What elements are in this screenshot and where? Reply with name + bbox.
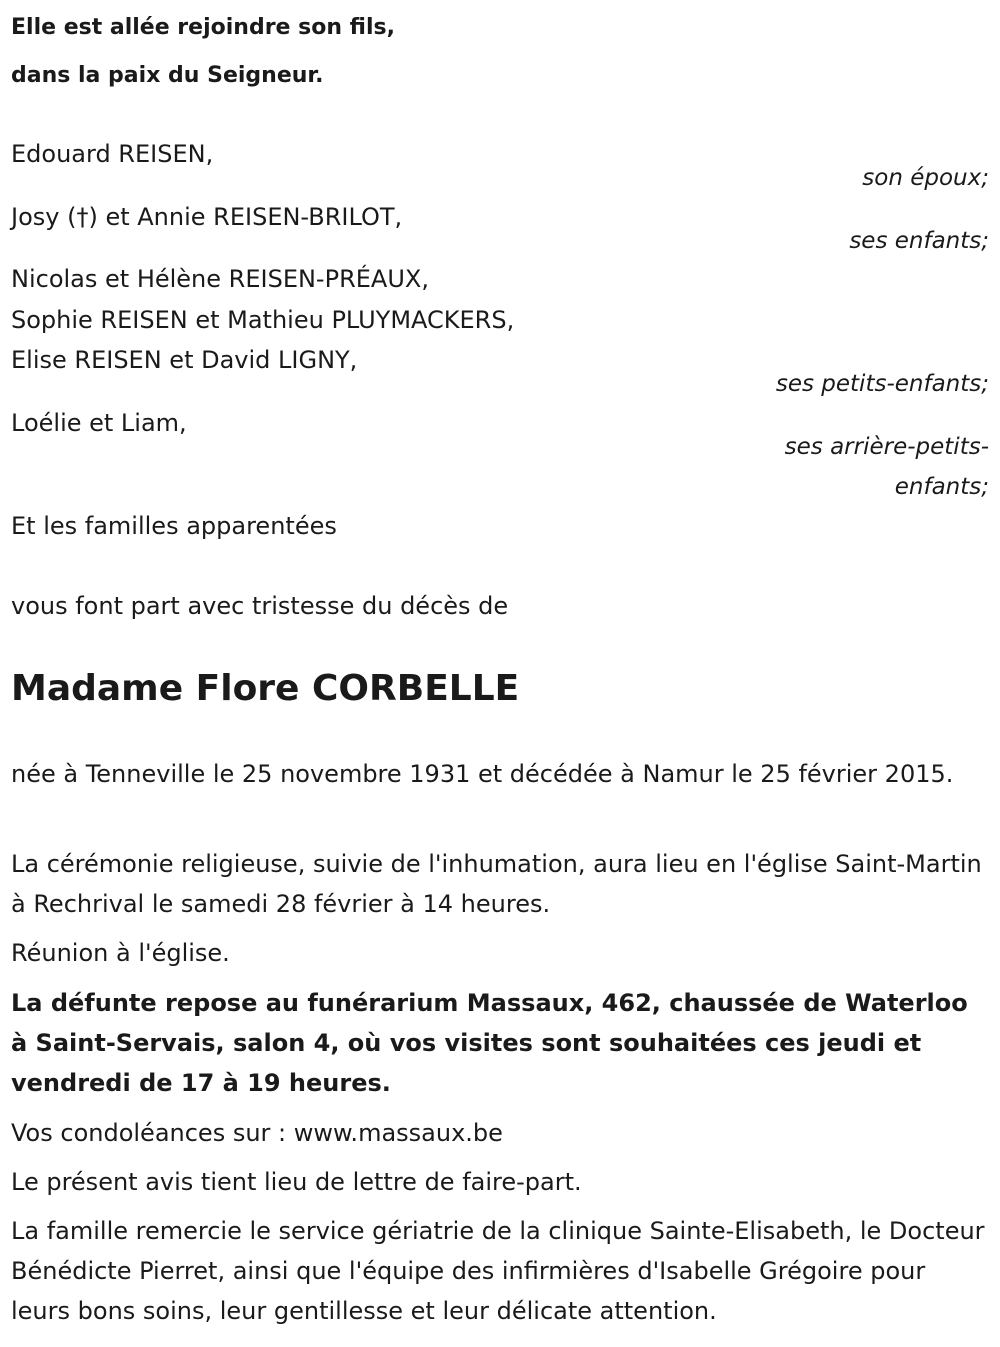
relatives-line: Et les familles apparentées <box>11 512 337 540</box>
thanks-paragraph: La famille remercie le service gériatrie de la clinique Sainte-Elisabeth, le Docteur Bénédicte Pierret, ainsi que l'équipe des infirmières d'Isabelle Grégoire pour leurs bons soins, leur gentillesse et leur délicate attention. <box>11 1217 985 1325</box>
great-grandchildren-role-line-1: ses arrière-petits- <box>784 434 989 460</box>
reunion-paragraph: Réunion à l'église. <box>11 939 230 967</box>
grandchild-line: Elise REISEN et David LIGNY, <box>11 346 358 374</box>
great-grandchildren-role-line-2: enfants; <box>894 474 989 500</box>
intro-line-1: Elle est allée rejoindre son fils, <box>11 15 395 40</box>
deceased-name: Madame Flore CORBELLE <box>11 668 520 709</box>
great-grandchildren-name: Loélie et Liam, <box>11 409 187 437</box>
notice-paragraph: Le présent avis tient lieu de lettre de faire-part. <box>11 1168 582 1196</box>
children-role: ses enfants; <box>849 228 989 254</box>
birth-death-paragraph: née à Tenneville le 25 novembre 1931 et décédée à Namur le 25 février 2015. <box>11 760 954 788</box>
grandchildren-role: ses petits-enfants; <box>775 371 989 397</box>
spouse-role: son époux; <box>862 165 989 191</box>
grandchild-line: Nicolas et Hélène REISEN-PRÉAUX, <box>11 265 429 293</box>
funeral-home-paragraph: La défunte repose au funérarium Massaux, 462, chaussée de Waterloo à Saint-Servais, salon 4, où vos visites sont souhaitées ces jeudi et vendredi de 17 à 19 heures. <box>11 989 968 1097</box>
grandchild-line: Sophie REISEN et Mathieu PLUYMACKERS, <box>11 306 515 334</box>
spouse-name: Edouard REISEN, <box>11 140 214 168</box>
ceremony-paragraph: La cérémonie religieuse, suivie de l'inhumation, aura lieu en l'église Saint-Martin à Rechrival le samedi 28 février à 14 heures. <box>11 850 982 918</box>
condolences-paragraph: Vos condoléances sur : www.massaux.be <box>11 1119 503 1147</box>
children-name: Josy (†) et Annie REISEN-BRILOT, <box>11 203 403 231</box>
intro-line-2: dans la paix du Seigneur. <box>11 63 324 88</box>
announcement: vous font part avec tristesse du décès de <box>11 592 509 620</box>
